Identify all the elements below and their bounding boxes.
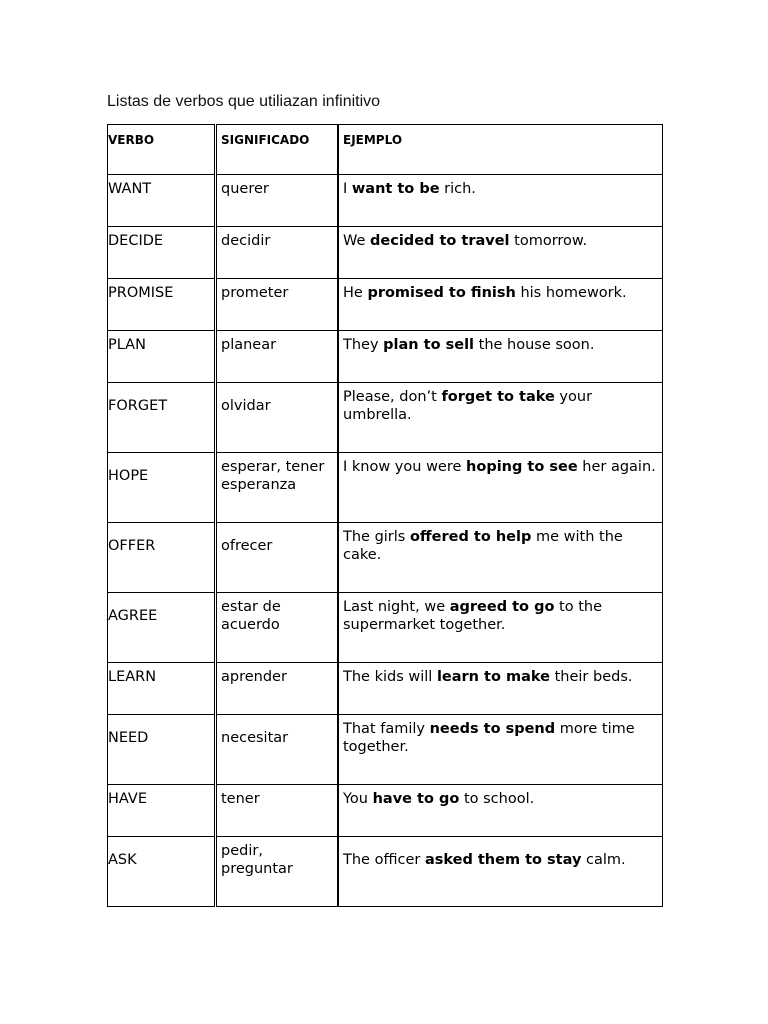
meaning-cell [216,523,339,593]
example-cell [338,453,663,523]
example-text [339,837,662,869]
example-prefix: He [343,285,368,301]
example-prefix: Last night, we [343,599,450,615]
meaning-cell [216,453,339,523]
meaning-text: tener [221,791,260,807]
meaning-text: planear [221,337,277,353]
table-body [108,175,663,907]
example-cell [338,279,663,331]
meaning-cell [216,837,339,907]
example-text [339,715,662,756]
example-prefix: I know you were [343,459,467,475]
verb-text: AGREE [108,608,158,624]
meaning-text: ofrecer [221,538,273,554]
meaning-cell [216,175,339,227]
verb-cell [108,227,216,279]
meaning-text: necesitar [221,730,289,746]
example-suffix: their beds. [549,669,633,685]
example-text [339,331,662,354]
example-prefix: The kids will [343,669,437,685]
verb-text: WANT [108,181,152,197]
example-verb-phrase: decided to travel [370,233,510,249]
example-suffix: rich. [439,181,476,197]
verb-text: NEED [108,730,149,746]
verb-cell [108,331,216,383]
example-verb-phrase: want to be [351,181,440,197]
verb-cell [108,279,216,331]
example-verb-phrase: plan to sell [383,337,475,353]
example-suffix: to school. [459,791,535,807]
header-example: EJEMPLO [338,125,663,175]
header-verb: VERBO [108,125,216,175]
example-text [339,523,662,564]
verb-cell [108,785,216,837]
verb-text: FORGET [108,398,168,414]
example-cell [338,663,663,715]
example-suffix: calm. [581,852,626,868]
example-prefix: That family [343,721,430,737]
example-verb-phrase: offered to help [409,529,532,545]
verb-table [107,124,663,907]
example-suffix: to the supermarket together. [343,599,602,633]
example-suffix: his homework. [515,285,627,301]
verb-text: OFFER [108,538,156,554]
meaning-text: pedir, preguntar [221,843,293,877]
meaning-cell [216,785,339,837]
example-text [339,593,662,634]
verb-text: DECIDE [108,233,164,249]
page-title: Listas de verbos que utiliazan infinitivo [107,93,381,110]
example-suffix: me with the cake. [343,529,623,563]
meaning-cell [216,227,339,279]
table-row [108,383,663,453]
verb-cell [108,383,216,453]
example-text [339,279,662,302]
meaning-cell [216,279,339,331]
example-prefix: Please, don’t [343,389,442,405]
meaning-cell [216,331,339,383]
verb-text: LEARN [108,669,157,685]
table-header-row [108,125,663,175]
example-verb-phrase: have to go [372,791,460,807]
example-prefix: They [343,337,384,353]
example-prefix: You [343,791,373,807]
example-verb-phrase: learn to make [436,669,550,685]
meaning-cell [216,383,339,453]
example-cell [338,785,663,837]
example-verb-phrase: promised to finish [367,285,516,301]
example-prefix: We [343,233,371,249]
meaning-text: prometer [221,285,289,301]
example-prefix: I [343,181,352,197]
verb-cell [108,453,216,523]
example-cell [338,175,663,227]
meaning-cell [216,715,339,785]
verb-cell [108,715,216,785]
verb-text: ASK [108,852,137,868]
example-verb-phrase: asked them to stay [424,852,582,868]
example-suffix: more time together. [343,721,635,755]
example-verb-phrase: forget to take [441,389,555,405]
example-cell [338,715,663,785]
example-verb-phrase: hoping to see [466,459,578,475]
example-text [339,175,662,198]
meaning-text: aprender [221,669,287,685]
example-cell [338,227,663,279]
example-cell [338,837,663,907]
example-suffix: tomorrow. [509,233,588,249]
example-prefix: The officer [343,852,425,868]
header-meaning: SIGNIFICADO [216,125,339,175]
meaning-text: decidir [221,233,271,249]
example-suffix: her again. [577,459,656,475]
verb-cell [108,523,216,593]
table-row [108,523,663,593]
example-text [339,383,662,424]
meaning-cell [216,663,339,715]
verb-text: PROMISE [108,285,174,301]
meaning-text: querer [221,181,269,197]
table-row [108,175,663,227]
verb-text: HAVE [108,791,147,807]
example-prefix: The girls [343,529,410,545]
example-cell [338,523,663,593]
verb-cell [108,593,216,663]
verb-cell [108,837,216,907]
example-text [339,663,662,686]
table-row [108,227,663,279]
table-row [108,837,663,907]
example-cell [338,383,663,453]
example-cell [338,593,663,663]
verb-text: HOPE [108,468,149,484]
table-row [108,331,663,383]
table-row [108,715,663,785]
table-row [108,453,663,523]
example-suffix: your umbrella. [343,389,593,423]
example-verb-phrase: needs to spend [429,721,556,737]
example-text [339,453,662,476]
meaning-text: esperar, tener esperanza [221,459,325,493]
meaning-cell [216,593,339,663]
meaning-text: estar de acuerdo [221,599,281,633]
table-row [108,593,663,663]
verb-cell [108,663,216,715]
example-cell [338,331,663,383]
verb-cell [108,175,216,227]
table-row [108,663,663,715]
example-text [339,227,662,250]
meaning-text: olvidar [221,398,271,414]
example-verb-phrase: agreed to go [449,599,555,615]
verb-text: PLAN [108,337,146,353]
example-text [339,785,662,808]
example-suffix: the house soon. [474,337,595,353]
table-row [108,785,663,837]
table-row [108,279,663,331]
